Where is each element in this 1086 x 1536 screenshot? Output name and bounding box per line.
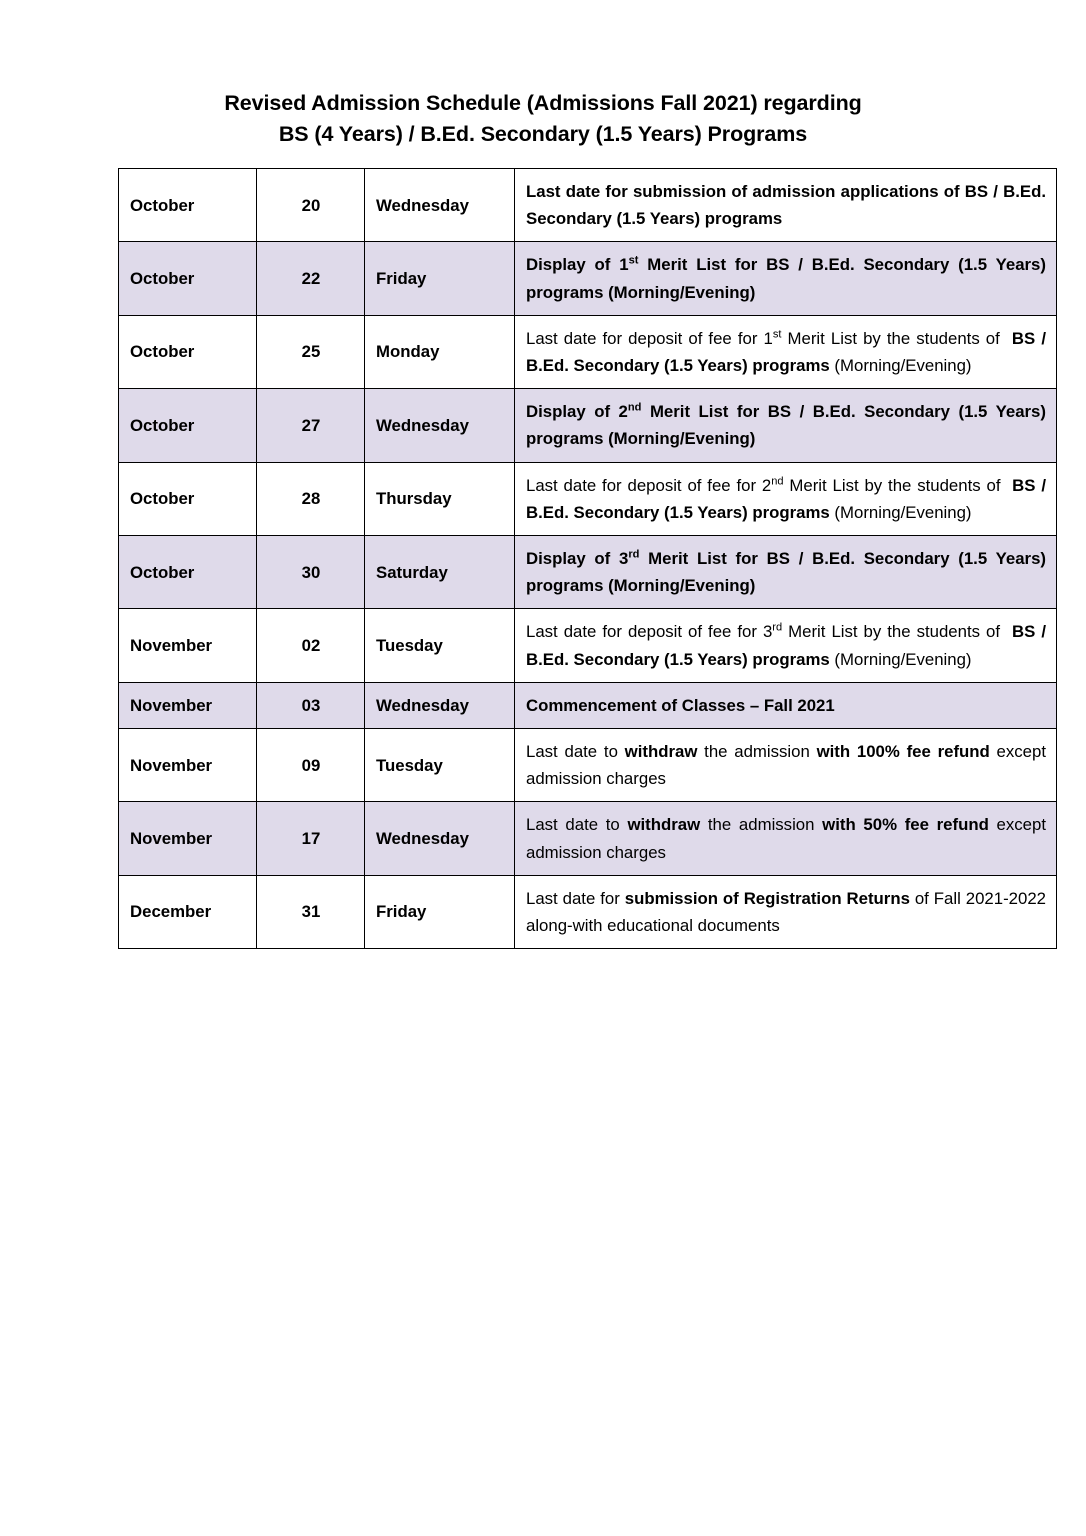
cell-day: 31 [257,875,365,948]
schedule-table-wrapper [118,168,1047,949]
table-row [119,389,1057,462]
cell-month: November [119,609,257,682]
cell-month: October [119,389,257,462]
cell-description: Last date for deposit of fee for 2nd Merit List by the students of BS / B.Ed. Secondary (1.5 Years) programs (Morning/Evening) [515,462,1057,535]
cell-description: Display of 3rd Merit List for BS / B.Ed. Secondary (1.5 Years) programs (Morning/Evening) [515,536,1057,609]
table-row [119,536,1057,609]
cell-day: 02 [257,609,365,682]
table-row [119,802,1057,875]
cell-day: 30 [257,536,365,609]
page-title-line-1: Revised Admission Schedule (Admissions Fall 2021) regarding [224,91,862,115]
cell-month: November [119,802,257,875]
cell-day: 27 [257,389,365,462]
cell-month: October [119,169,257,242]
table-row [119,729,1057,802]
cell-description: Display of 2nd Merit List for BS / B.Ed. Secondary (1.5 Years) programs (Morning/Evening) [515,389,1057,462]
admission-schedule-table [118,168,1057,949]
cell-description: Last date for submission of Registration Returns of Fall 2021-2022 along-with educational documents [515,875,1057,948]
page-title [0,0,1086,150]
cell-day: 25 [257,315,365,388]
table-row [119,169,1057,242]
cell-description: Commencement of Classes – Fall 2021 [515,682,1057,728]
cell-weekday: Saturday [365,536,515,609]
cell-day: 20 [257,169,365,242]
cell-day: 03 [257,682,365,728]
cell-month: October [119,242,257,315]
cell-weekday: Wednesday [365,169,515,242]
cell-month: November [119,729,257,802]
cell-description: Last date to withdraw the admission with 100% fee refund except admission charges [515,729,1057,802]
cell-description: Last date to withdraw the admission with 50% fee refund except admission charges [515,802,1057,875]
table-row [119,875,1057,948]
cell-weekday: Wednesday [365,389,515,462]
cell-weekday: Wednesday [365,802,515,875]
table-row [119,682,1057,728]
cell-weekday: Friday [365,875,515,948]
cell-weekday: Tuesday [365,609,515,682]
cell-month: October [119,315,257,388]
table-row [119,242,1057,315]
cell-description: Display of 1st Merit List for BS / B.Ed. Secondary (1.5 Years) programs (Morning/Evening) [515,242,1057,315]
cell-weekday: Thursday [365,462,515,535]
cell-description: Last date for deposit of fee for 3rd Merit List by the students of BS / B.Ed. Secondary (1.5 Years) programs (Morning/Evening) [515,609,1057,682]
cell-day: 17 [257,802,365,875]
cell-month: November [119,682,257,728]
cell-month: December [119,875,257,948]
cell-description: Last date for deposit of fee for 1st Merit List by the students of BS / B.Ed. Secondary (1.5 Years) programs (Morning/Evening) [515,315,1057,388]
table-row [119,315,1057,388]
cell-day: 22 [257,242,365,315]
schedule-table-body [119,169,1057,949]
cell-description: Last date for submission of admission applications of BS / B.Ed. Secondary (1.5 Years) programs [515,169,1057,242]
table-row [119,609,1057,682]
cell-weekday: Wednesday [365,682,515,728]
cell-weekday: Friday [365,242,515,315]
page-title-line-2: BS (4 Years) / B.Ed. Secondary (1.5 Years) Programs [278,122,808,146]
cell-month: October [119,536,257,609]
cell-weekday: Tuesday [365,729,515,802]
table-row [119,462,1057,535]
cell-day: 09 [257,729,365,802]
cell-month: October [119,462,257,535]
cell-day: 28 [257,462,365,535]
cell-weekday: Monday [365,315,515,388]
